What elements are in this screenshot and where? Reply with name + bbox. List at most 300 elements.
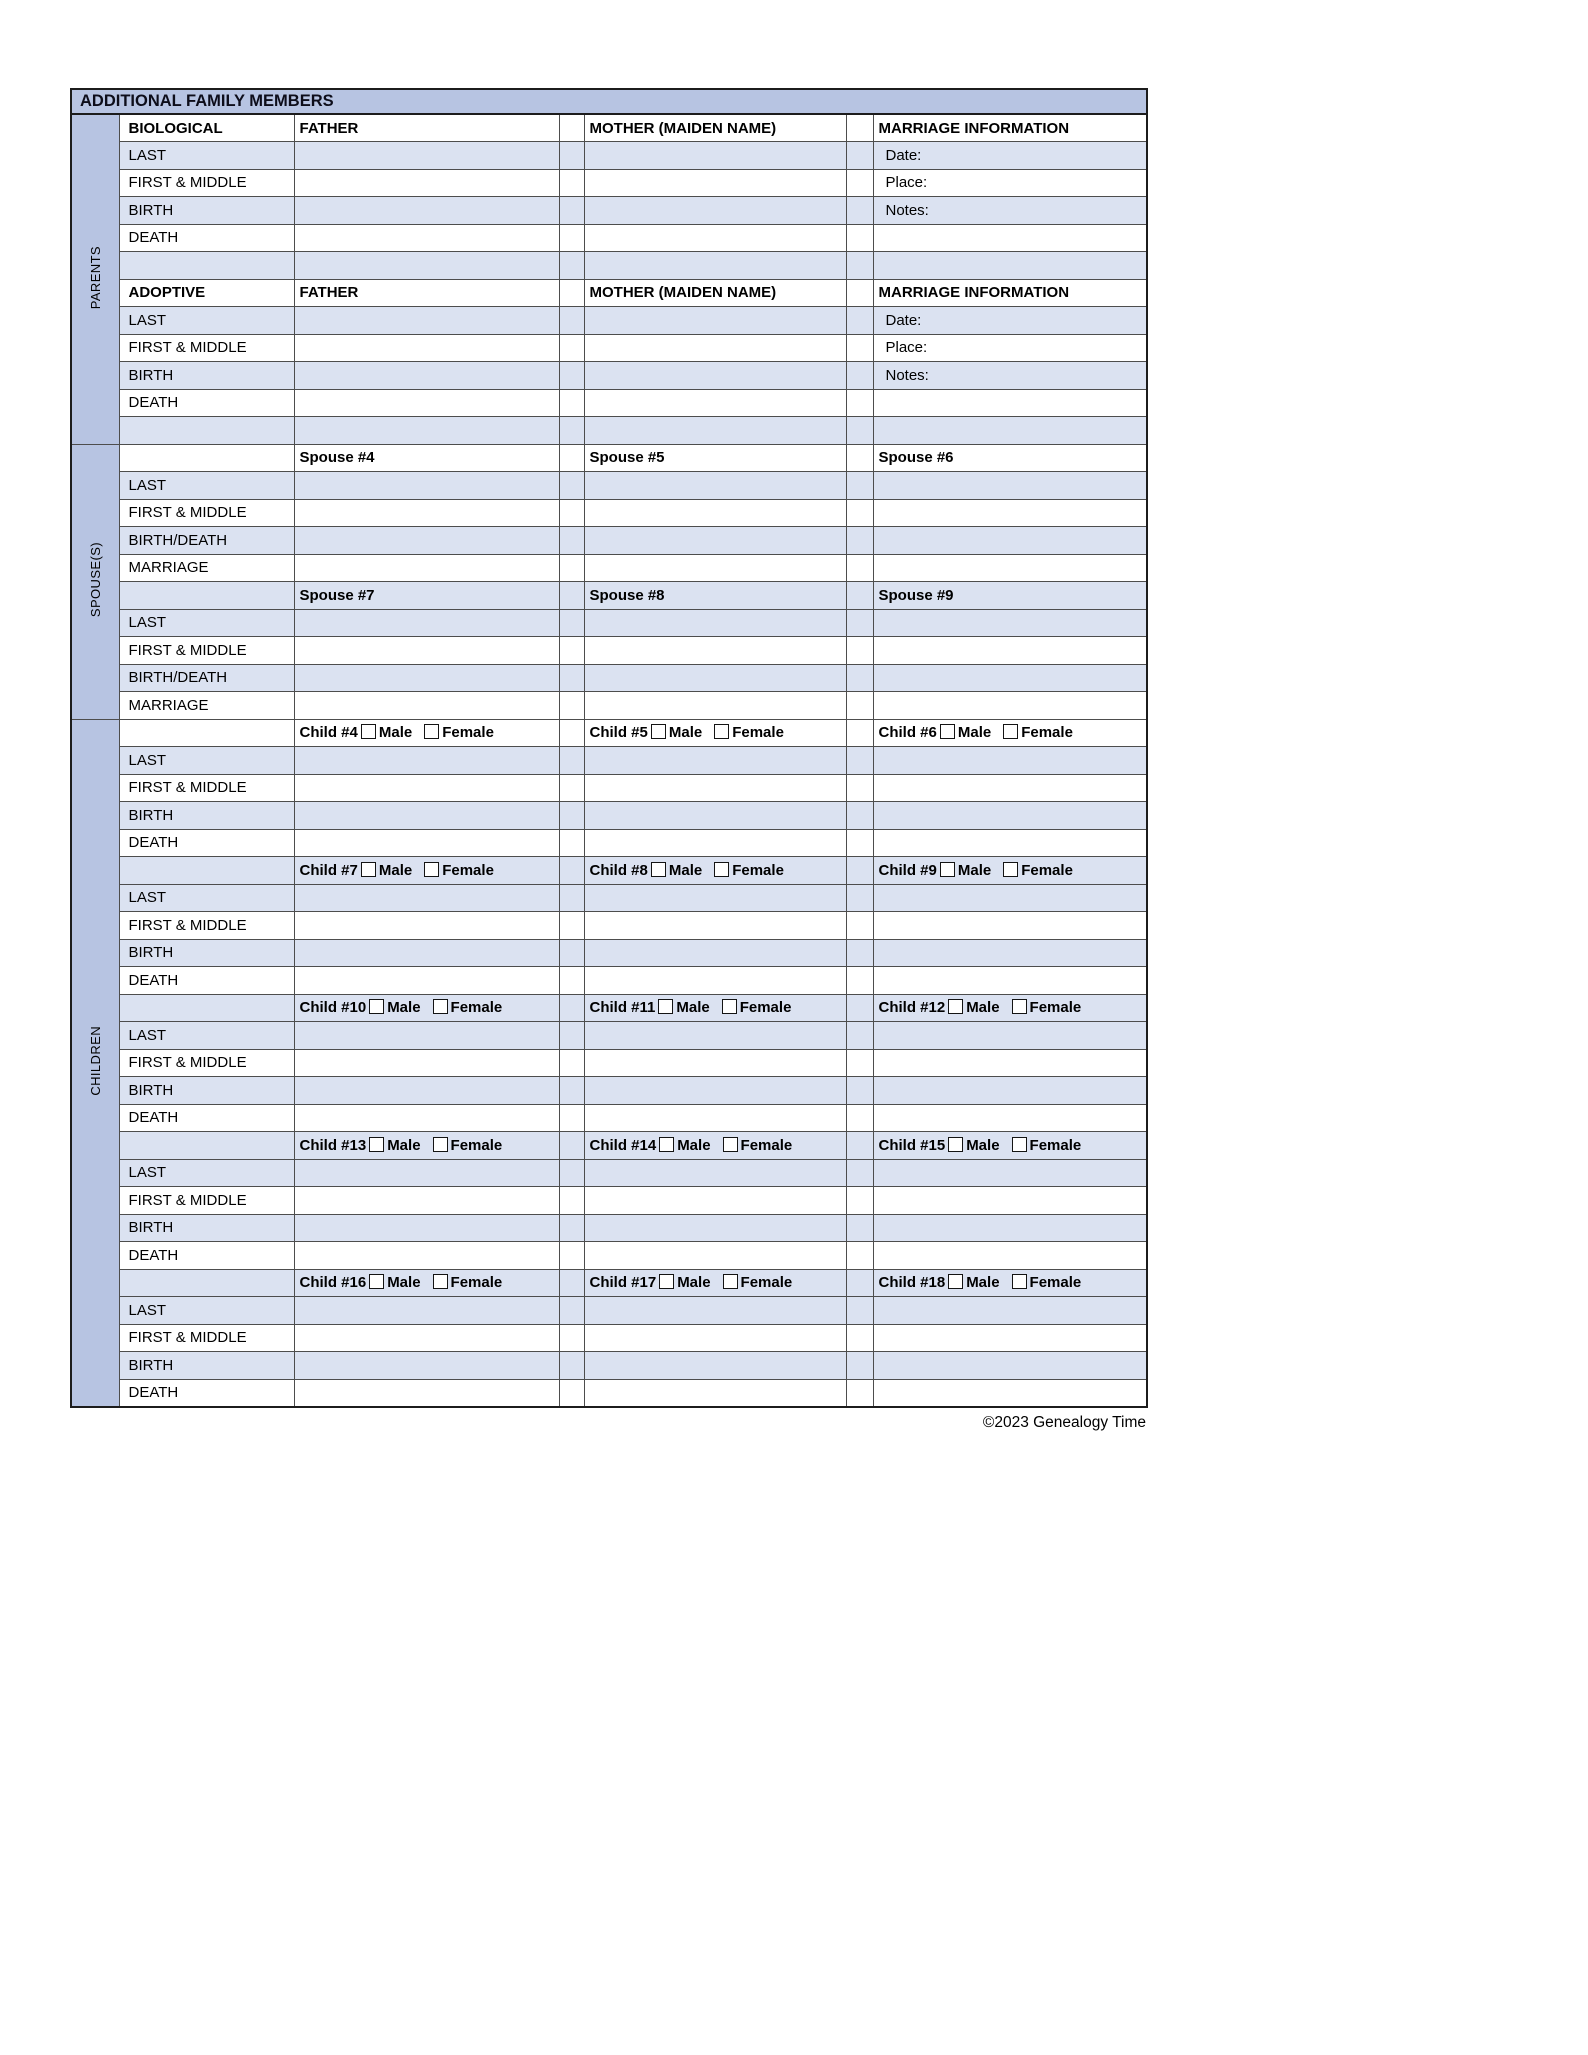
marriage-info-cell[interactable]: Notes: <box>873 362 1147 390</box>
checkbox-female[interactable] <box>433 1274 448 1289</box>
gap-cell <box>846 939 873 967</box>
gap-cell <box>559 829 584 857</box>
input-cell[interactable] <box>873 527 1147 555</box>
input-cell[interactable] <box>294 142 559 170</box>
row-label: BIRTH <box>119 1077 294 1105</box>
child-number-label: Child #12 <box>878 999 946 1017</box>
child-number-label: Child #4 <box>299 724 358 742</box>
table-row <box>71 279 1147 307</box>
checkbox-female[interactable] <box>1003 862 1018 877</box>
input-cell[interactable] <box>873 1214 1147 1242</box>
table-row <box>71 444 1147 472</box>
input-cell[interactable] <box>584 499 846 527</box>
row-label: BIRTH/DEATH <box>119 664 294 692</box>
input-cell[interactable] <box>584 1187 846 1215</box>
row-label: FIRST & MIDDLE <box>119 912 294 940</box>
gap-cell <box>559 499 584 527</box>
table-row <box>71 664 1147 692</box>
input-cell[interactable] <box>584 169 846 197</box>
marriage-info-cell[interactable]: Place: <box>873 334 1147 362</box>
table-row <box>71 1159 1147 1187</box>
checkbox-female[interactable] <box>1012 999 1027 1014</box>
row-label: BIRTH/DEATH <box>119 527 294 555</box>
table-row <box>71 967 1147 995</box>
input-cell[interactable] <box>294 224 559 252</box>
child-number-label: Child #10 <box>299 999 367 1017</box>
input-cell[interactable] <box>294 1049 559 1077</box>
column-header: Spouse #5 <box>584 444 846 472</box>
checkbox-male[interactable] <box>369 1137 384 1152</box>
female-label: Female <box>442 861 494 879</box>
checkbox-female[interactable] <box>433 1137 448 1152</box>
gap-cell <box>846 719 873 747</box>
child-number-label: Child #11 <box>589 999 656 1017</box>
input-cell[interactable] <box>584 609 846 637</box>
input-cell[interactable] <box>584 1022 846 1050</box>
gap-cell <box>846 1187 873 1215</box>
input-cell[interactable] <box>294 939 559 967</box>
female-label: Female <box>732 724 784 742</box>
input-cell[interactable] <box>873 692 1147 720</box>
gap-cell <box>559 912 584 940</box>
input-cell[interactable] <box>584 527 846 555</box>
input-cell[interactable] <box>873 1049 1147 1077</box>
input-cell[interactable] <box>294 554 559 582</box>
male-label: Male <box>668 724 703 742</box>
input-cell[interactable] <box>294 197 559 225</box>
gap-cell <box>559 527 584 555</box>
gap-cell <box>559 1352 584 1380</box>
marriage-info-cell[interactable]: Date: <box>873 307 1147 335</box>
spacer-cell <box>873 252 1147 280</box>
female-label: Female <box>450 1274 503 1292</box>
gap-cell <box>559 609 584 637</box>
input-cell[interactable] <box>294 1159 559 1187</box>
input-cell[interactable] <box>584 1104 846 1132</box>
checkbox-male[interactable] <box>948 1274 963 1289</box>
input-cell[interactable] <box>294 664 559 692</box>
input-cell[interactable] <box>584 334 846 362</box>
table-row <box>71 637 1147 665</box>
input-cell[interactable] <box>294 1352 559 1380</box>
gap-cell <box>846 637 873 665</box>
gap-cell <box>846 609 873 637</box>
table-row <box>71 1242 1147 1270</box>
checkbox-female[interactable] <box>1012 1274 1027 1289</box>
input-cell[interactable] <box>294 169 559 197</box>
input-cell[interactable] <box>584 637 846 665</box>
gap-cell <box>846 472 873 500</box>
male-label: Male <box>387 1136 421 1154</box>
checkbox-male[interactable] <box>659 1137 674 1152</box>
checkbox-female[interactable] <box>723 1274 738 1289</box>
row-label: LAST <box>119 472 294 500</box>
gap-cell <box>559 774 584 802</box>
input-cell[interactable] <box>873 1022 1147 1050</box>
gap-cell <box>559 389 584 417</box>
empty-label-cell <box>119 994 294 1022</box>
gap-cell <box>846 334 873 362</box>
checkbox-male[interactable] <box>948 1137 963 1152</box>
section-label-spouses <box>71 444 119 719</box>
checkbox-female[interactable] <box>1012 1137 1027 1152</box>
input-cell[interactable] <box>873 554 1147 582</box>
child-header-cell <box>873 994 1147 1022</box>
column-header: FATHER <box>294 279 559 307</box>
row-label: MARRIAGE <box>119 554 294 582</box>
row-label: FIRST & MIDDLE <box>119 774 294 802</box>
checkbox-male[interactable] <box>361 724 376 739</box>
checkbox-male[interactable] <box>659 1274 674 1289</box>
gap-cell <box>846 994 873 1022</box>
gap-cell <box>559 857 584 885</box>
input-cell[interactable] <box>873 939 1147 967</box>
gap-cell <box>846 224 873 252</box>
gap-cell <box>846 252 873 280</box>
gap-cell <box>559 1379 584 1407</box>
input-cell[interactable] <box>873 884 1147 912</box>
gap-cell <box>846 692 873 720</box>
input-cell[interactable] <box>584 747 846 775</box>
table-row <box>71 527 1147 555</box>
input-cell[interactable] <box>294 884 559 912</box>
child-number-label: Child #6 <box>878 724 937 742</box>
input-cell[interactable] <box>294 499 559 527</box>
checkbox-male[interactable] <box>369 1274 384 1289</box>
form-title: ADDITIONAL FAMILY MEMBERS <box>71 89 1147 114</box>
gap-cell <box>846 884 873 912</box>
table-row <box>71 994 1147 1022</box>
child-number-label: Child #15 <box>878 1136 946 1154</box>
input-cell[interactable] <box>584 1242 846 1270</box>
input-cell[interactable] <box>584 142 846 170</box>
empty-label-cell <box>119 444 294 472</box>
gap-cell <box>846 1077 873 1105</box>
gap-cell <box>846 142 873 170</box>
gap-cell <box>846 1049 873 1077</box>
input-cell[interactable] <box>873 1352 1147 1380</box>
input-cell[interactable] <box>294 1324 559 1352</box>
child-number-label: Child #18 <box>878 1274 946 1292</box>
section-label-text: SPOUSE(S) <box>87 541 103 618</box>
child-number-label: Child #16 <box>299 1274 367 1292</box>
input-cell[interactable] <box>294 527 559 555</box>
spacer-cell <box>119 417 294 445</box>
gap-cell <box>559 1324 584 1352</box>
male-label: Male <box>677 1274 711 1292</box>
input-cell[interactable] <box>294 1297 559 1325</box>
child-header-cell <box>584 1132 846 1160</box>
input-cell[interactable] <box>294 1214 559 1242</box>
table-row <box>71 1132 1147 1160</box>
spacer-cell <box>584 417 846 445</box>
input-cell[interactable] <box>584 554 846 582</box>
input-cell[interactable] <box>584 692 846 720</box>
gap-cell <box>559 1022 584 1050</box>
gap-cell <box>846 664 873 692</box>
checkbox-male[interactable] <box>651 862 666 877</box>
gap-cell <box>846 279 873 307</box>
gap-cell <box>559 1077 584 1105</box>
gap-cell <box>846 1242 873 1270</box>
row-label: FIRST & MIDDLE <box>119 1187 294 1215</box>
column-header: Spouse #8 <box>584 582 846 610</box>
female-label: Female <box>450 999 503 1017</box>
marriage-info-cell[interactable]: Date: <box>873 142 1147 170</box>
checkbox-male[interactable] <box>658 999 673 1014</box>
gap-cell <box>559 142 584 170</box>
row-label: DEATH <box>119 389 294 417</box>
row-label: FIRST & MIDDLE <box>119 637 294 665</box>
column-header: Spouse #9 <box>873 582 1147 610</box>
input-cell[interactable] <box>873 967 1147 995</box>
child-header-cell <box>873 1269 1147 1297</box>
input-cell[interactable] <box>584 912 846 940</box>
row-label: LAST <box>119 609 294 637</box>
female-label: Female <box>450 1136 503 1154</box>
input-cell[interactable] <box>584 197 846 225</box>
child-number-label: Child #5 <box>589 724 648 742</box>
column-header: MARRIAGE INFORMATION <box>873 279 1147 307</box>
input-cell[interactable] <box>584 389 846 417</box>
column-header: MOTHER (MAIDEN NAME) <box>584 279 846 307</box>
marriage-info-cell[interactable] <box>873 224 1147 252</box>
input-cell[interactable] <box>584 967 846 995</box>
table-row <box>71 554 1147 582</box>
input-cell[interactable] <box>294 1242 559 1270</box>
child-header-cell <box>584 719 846 747</box>
gap-cell <box>846 169 873 197</box>
gap-cell <box>846 582 873 610</box>
input-cell[interactable] <box>294 389 559 417</box>
input-cell[interactable] <box>873 747 1147 775</box>
child-header-cell <box>873 719 1147 747</box>
input-cell[interactable] <box>584 1379 846 1407</box>
input-cell[interactable] <box>584 1297 846 1325</box>
input-cell[interactable] <box>294 1379 559 1407</box>
child-header-cell <box>294 719 559 747</box>
table-row <box>71 389 1147 417</box>
table-row <box>71 1049 1147 1077</box>
checkbox-female[interactable] <box>433 999 448 1014</box>
gap-cell <box>559 197 584 225</box>
empty-label-cell <box>119 1269 294 1297</box>
input-cell[interactable] <box>584 774 846 802</box>
input-cell[interactable] <box>584 829 846 857</box>
input-cell[interactable] <box>584 1159 846 1187</box>
gap-cell <box>846 307 873 335</box>
gap-cell <box>846 499 873 527</box>
input-cell[interactable] <box>294 967 559 995</box>
gap-cell <box>846 389 873 417</box>
input-cell[interactable] <box>584 884 846 912</box>
input-cell[interactable] <box>873 912 1147 940</box>
input-cell[interactable] <box>294 1022 559 1050</box>
table-row <box>71 1269 1147 1297</box>
input-cell[interactable] <box>294 307 559 335</box>
row-label: DEATH <box>119 1379 294 1407</box>
table-row <box>71 912 1147 940</box>
table-row <box>71 1022 1147 1050</box>
input-cell[interactable] <box>584 224 846 252</box>
gap-cell <box>846 1269 873 1297</box>
checkbox-female[interactable] <box>424 724 439 739</box>
checkbox-female[interactable] <box>714 862 729 877</box>
row-label: FIRST & MIDDLE <box>119 1324 294 1352</box>
marriage-info-cell[interactable]: Notes: <box>873 197 1147 225</box>
table-row <box>71 252 1147 280</box>
input-cell[interactable] <box>873 829 1147 857</box>
table-row <box>71 417 1147 445</box>
input-cell[interactable] <box>584 472 846 500</box>
checkbox-female[interactable] <box>723 1137 738 1152</box>
input-cell[interactable] <box>584 939 846 967</box>
input-cell[interactable] <box>873 1187 1147 1215</box>
gap-cell <box>846 857 873 885</box>
checkbox-female[interactable] <box>714 724 729 739</box>
section-label-text: CHILDREN <box>87 1025 103 1096</box>
input-cell[interactable] <box>873 1242 1147 1270</box>
table-row <box>71 114 1147 142</box>
input-cell[interactable] <box>294 1187 559 1215</box>
input-cell[interactable] <box>294 609 559 637</box>
checkbox-male[interactable] <box>369 999 384 1014</box>
gap-cell <box>846 1022 873 1050</box>
male-label: Male <box>676 999 710 1017</box>
female-label: Female <box>1021 861 1073 879</box>
child-header-cell <box>294 1132 559 1160</box>
input-cell[interactable] <box>873 499 1147 527</box>
input-cell[interactable] <box>584 307 846 335</box>
input-cell[interactable] <box>873 1297 1147 1325</box>
input-cell[interactable] <box>294 472 559 500</box>
gap-cell <box>846 1324 873 1352</box>
row-label: LAST <box>119 1159 294 1187</box>
checkbox-female[interactable] <box>424 862 439 877</box>
input-cell[interactable] <box>873 1077 1147 1105</box>
input-cell[interactable] <box>584 664 846 692</box>
input-cell[interactable] <box>294 912 559 940</box>
input-cell[interactable] <box>584 362 846 390</box>
input-cell[interactable] <box>873 472 1147 500</box>
female-label: Female <box>1029 999 1082 1017</box>
row-label: LAST <box>119 747 294 775</box>
table-row <box>71 197 1147 225</box>
marriage-info-cell[interactable] <box>873 389 1147 417</box>
row-label: LAST <box>119 307 294 335</box>
row-label: LAST <box>119 884 294 912</box>
column-header: FATHER <box>294 114 559 142</box>
input-cell[interactable] <box>294 747 559 775</box>
input-cell[interactable] <box>873 609 1147 637</box>
input-cell[interactable] <box>294 829 559 857</box>
child-number-label: Child #17 <box>589 1274 657 1292</box>
checkbox-male[interactable] <box>940 862 955 877</box>
copyright-text: ©2023 Genealogy Time <box>982 1413 1146 1431</box>
row-label: LAST <box>119 142 294 170</box>
spacer-cell <box>873 417 1147 445</box>
input-cell[interactable] <box>294 362 559 390</box>
input-cell[interactable] <box>294 774 559 802</box>
column-header: Spouse #4 <box>294 444 559 472</box>
input-cell[interactable] <box>873 1379 1147 1407</box>
table-row <box>71 802 1147 830</box>
checkbox-male[interactable] <box>361 862 376 877</box>
child-header-cell <box>584 1269 846 1297</box>
table-row <box>71 774 1147 802</box>
gap-cell <box>559 114 584 142</box>
table-row <box>71 747 1147 775</box>
input-cell[interactable] <box>873 637 1147 665</box>
input-cell[interactable] <box>294 692 559 720</box>
input-cell[interactable] <box>873 1159 1147 1187</box>
female-label: Female <box>739 999 792 1017</box>
checkbox-female[interactable] <box>722 999 737 1014</box>
gap-cell <box>559 692 584 720</box>
input-cell[interactable] <box>873 1104 1147 1132</box>
checkbox-female[interactable] <box>1003 724 1018 739</box>
input-cell[interactable] <box>294 334 559 362</box>
gap-cell <box>846 362 873 390</box>
input-cell[interactable] <box>873 802 1147 830</box>
row-label: FIRST & MIDDLE <box>119 169 294 197</box>
gap-cell <box>846 444 873 472</box>
row-label: BIRTH <box>119 197 294 225</box>
gap-cell <box>559 279 584 307</box>
input-cell[interactable] <box>294 1077 559 1105</box>
row-label: BIRTH <box>119 939 294 967</box>
male-label: Male <box>387 999 421 1017</box>
gap-cell <box>846 912 873 940</box>
table-row <box>71 692 1147 720</box>
row-label: FIRST & MIDDLE <box>119 334 294 362</box>
female-label: Female <box>1029 1136 1082 1154</box>
table-row <box>71 939 1147 967</box>
marriage-info-cell[interactable]: Place: <box>873 169 1147 197</box>
input-cell[interactable] <box>294 1104 559 1132</box>
female-label: Female <box>1021 724 1073 742</box>
input-cell[interactable] <box>873 1324 1147 1352</box>
gap-cell <box>846 747 873 775</box>
input-cell[interactable] <box>873 664 1147 692</box>
spacer-cell <box>119 252 294 280</box>
input-cell[interactable] <box>584 1214 846 1242</box>
child-header-cell <box>873 1132 1147 1160</box>
gap-cell <box>559 664 584 692</box>
input-cell[interactable] <box>584 1077 846 1105</box>
input-cell[interactable] <box>584 1352 846 1380</box>
input-cell[interactable] <box>584 1324 846 1352</box>
input-cell[interactable] <box>584 1049 846 1077</box>
gap-cell <box>559 939 584 967</box>
row-label: MARRIAGE <box>119 692 294 720</box>
gap-cell <box>559 884 584 912</box>
table-row <box>71 472 1147 500</box>
checkbox-male[interactable] <box>651 724 666 739</box>
input-cell[interactable] <box>294 637 559 665</box>
male-label: Male <box>966 1136 1000 1154</box>
child-header-cell <box>584 994 846 1022</box>
checkbox-male[interactable] <box>948 999 963 1014</box>
male-label: Male <box>957 861 992 879</box>
input-cell[interactable] <box>584 802 846 830</box>
family-members-form <box>70 88 1148 1408</box>
gap-cell <box>559 1049 584 1077</box>
gap-cell <box>559 224 584 252</box>
input-cell[interactable] <box>873 774 1147 802</box>
input-cell[interactable] <box>294 802 559 830</box>
checkbox-male[interactable] <box>940 724 955 739</box>
